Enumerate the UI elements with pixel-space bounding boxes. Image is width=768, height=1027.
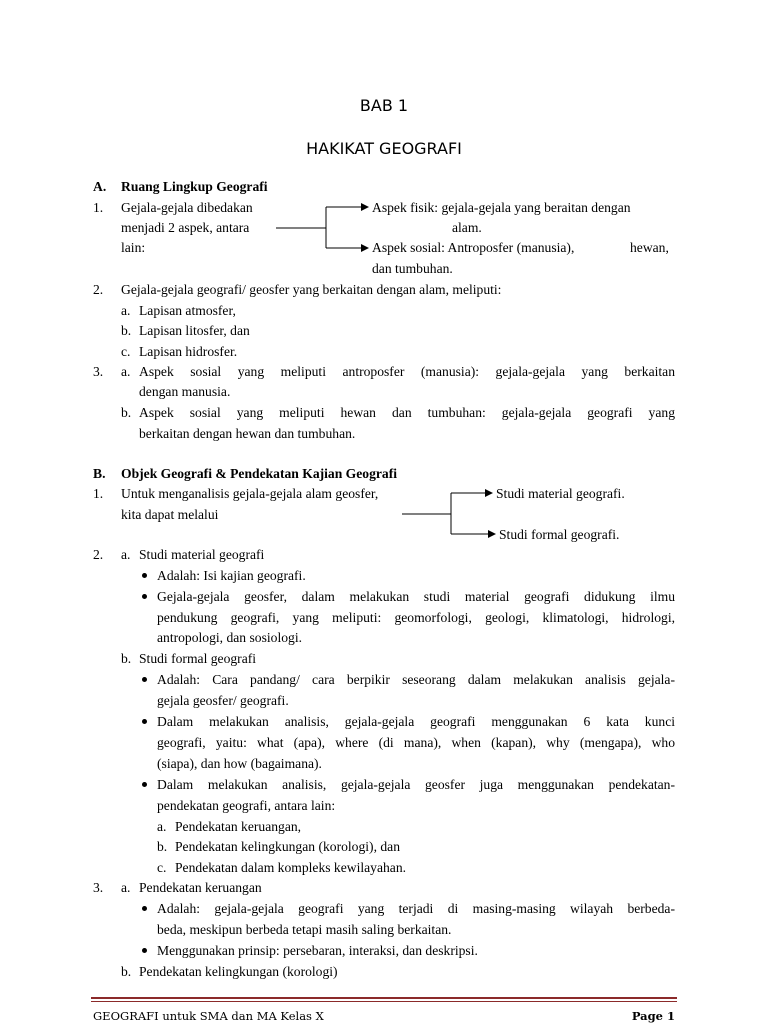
b1-number: 1. <box>93 486 104 501</box>
b2-a-bullet1: Adalah: Isi kajian geografi. <box>157 568 306 583</box>
a3-a-label: a. <box>121 364 131 379</box>
b2-b-sub-text: Pendekatan dalam kompleks kewilayahan. <box>175 860 407 875</box>
aspek-fisik-line1: Aspek fisik: gejala-gejala yang beraitan dengan <box>372 200 631 215</box>
b3-a-bullet1-line1: Adalah: gejala-gejala geografi yang terjadi di masing-masing wilayah berbeda- <box>157 901 675 916</box>
b2-b-sub-text: Pendekatan keruangan, <box>175 819 302 834</box>
a2-number: 2. <box>93 282 104 297</box>
a3-b-line1: Aspek sosial yang meliputi hewan dan tumbuhan: gejala-gejala geografi yang <box>139 405 675 420</box>
a2-sub-text: Lapisan atmosfer, <box>139 303 236 318</box>
section-a-title: Ruang Lingkup Geografi <box>121 179 268 194</box>
b2-a-bullet2-line3: antropologi, dan sosiologi. <box>157 630 302 645</box>
b2-b-bullet3-line2: pendekatan geografi, antara lain: <box>157 798 336 813</box>
a3-b-label: b. <box>121 405 132 420</box>
aspek-sosial-line2: dan tumbuhan. <box>372 261 453 276</box>
b2-b-bullet2-line3: (siapa), dan how (bagaimana). <box>157 756 322 771</box>
chapter-title: HAKIKAT GEOGRAFI <box>306 139 462 158</box>
b1-right-formal: Studi formal geografi. <box>499 527 620 542</box>
a2-sub-text: Lapisan hidrosfer. <box>139 344 238 359</box>
a3-a-line2: dengan manusia. <box>139 384 231 399</box>
a2-sub-label: c. <box>121 344 131 359</box>
b2-b-sub-label: c. <box>157 860 167 875</box>
b3-b-label: b. <box>121 964 132 979</box>
section-a-label: A. <box>93 179 107 194</box>
b2-b-sub-text: Pendekatan kelingkungan (korologi), dan <box>175 839 400 854</box>
b1-left-line1: Untuk menganalisis gejala-gejala alam geosfer, <box>121 486 379 501</box>
aspek-arrow-connector <box>276 207 368 248</box>
b3-a-bullet2: Menggunakan prinsip: persebaran, interaksi, dan deskripsi. <box>157 943 478 958</box>
aspek-sosial-line1: Aspek sosial: Antroposfer (manusia), <box>372 240 575 255</box>
b3-a-label: a. <box>121 880 131 895</box>
footer-page-number: Page 1 <box>631 1009 675 1023</box>
b2-b-bullet1-line1: Adalah: Cara pandang/ cara berpikir seseorang dalam melakukan analisis gejala- <box>157 672 675 687</box>
b2-b-bullet2-line2: geografi, yaitu: what (apa), where (di mana), when (kapan), why (mengapa), who <box>157 735 675 750</box>
b3-a-title: Pendekatan keruangan <box>139 880 262 895</box>
b2-b-bullet1-line2: gejala geosfer/ geografi. <box>157 693 289 708</box>
a1-left-line1: Gejala-gejala dibedakan <box>121 200 253 215</box>
footer-rule-thick <box>91 997 677 999</box>
footer-book-title: GEOGRAFI untuk SMA dan MA Kelas X <box>93 1009 324 1023</box>
b1-left-line2: kita dapat melalui <box>121 507 219 522</box>
a2-sub-label: b. <box>121 323 132 338</box>
chapter-heading: BAB 1 <box>359 96 409 115</box>
a2-text: Gejala-gejala geografi/ geosfer yang berkaitan dengan alam, meliputi: <box>121 282 502 297</box>
section-b-label: B. <box>93 466 106 481</box>
aspek-sosial-hewan: hewan, <box>630 240 669 255</box>
a1-left-line3: lain: <box>121 240 146 255</box>
b2-b-label: b. <box>121 651 132 666</box>
b3-a-bullet1-line2: beda, meskipun berbeda tetapi masih saling berkaitan. <box>157 922 452 937</box>
aspek-fisik-line2: alam. <box>452 220 482 235</box>
b2-a-label: a. <box>121 547 131 562</box>
b2-a-title: Studi material geografi <box>139 547 265 562</box>
a3-b-line2: berkaitan dengan hewan dan tumbuhan. <box>139 426 356 441</box>
a1-left-line2: menjadi 2 aspek, antara <box>121 220 250 235</box>
a2-sub-text: Lapisan litosfer, dan <box>139 323 250 338</box>
b2-b-bullet3-line1: Dalam melakukan analisis, gejala-gejala geosfer juga menggunakan pendekatan- <box>157 777 675 792</box>
b3-number: 3. <box>93 880 104 895</box>
a2-sub-label: a. <box>121 303 131 318</box>
a3-number: 3. <box>93 364 104 379</box>
section-b-title: Objek Geografi & Pendekatan Kajian Geografi <box>121 466 398 481</box>
b2-b-sub-label: a. <box>157 819 167 834</box>
b2-b-bullet2-line1: Dalam melakukan analisis, gejala-gejala geografi menggunakan 6 kata kunci <box>157 714 675 729</box>
b2-number: 2. <box>93 547 104 562</box>
b2-a-bullet2-line1: Gejala-gejala geosfer, dalam melakukan studi material geografi didukung ilmu <box>157 589 675 604</box>
b3-b-title: Pendekatan kelingkungan (korologi) <box>139 964 338 979</box>
b2-a-bullet2-line2: pendukung geografi, yang meliputi: geomorfologi, geologi, klimatologi, hidrologi, <box>157 610 675 625</box>
b1-right-material: Studi material geografi. <box>496 486 625 501</box>
a3-a-line1: Aspek sosial yang meliputi antroposfer (manusia): gejala-gejala yang berkaitan <box>139 364 675 379</box>
footer-rule-thin <box>91 1001 677 1002</box>
a1-number: 1. <box>93 200 104 215</box>
b2-b-title: Studi formal geografi <box>139 651 257 666</box>
studi-arrow-connector <box>402 493 495 534</box>
b2-b-sub-label: b. <box>157 839 168 854</box>
